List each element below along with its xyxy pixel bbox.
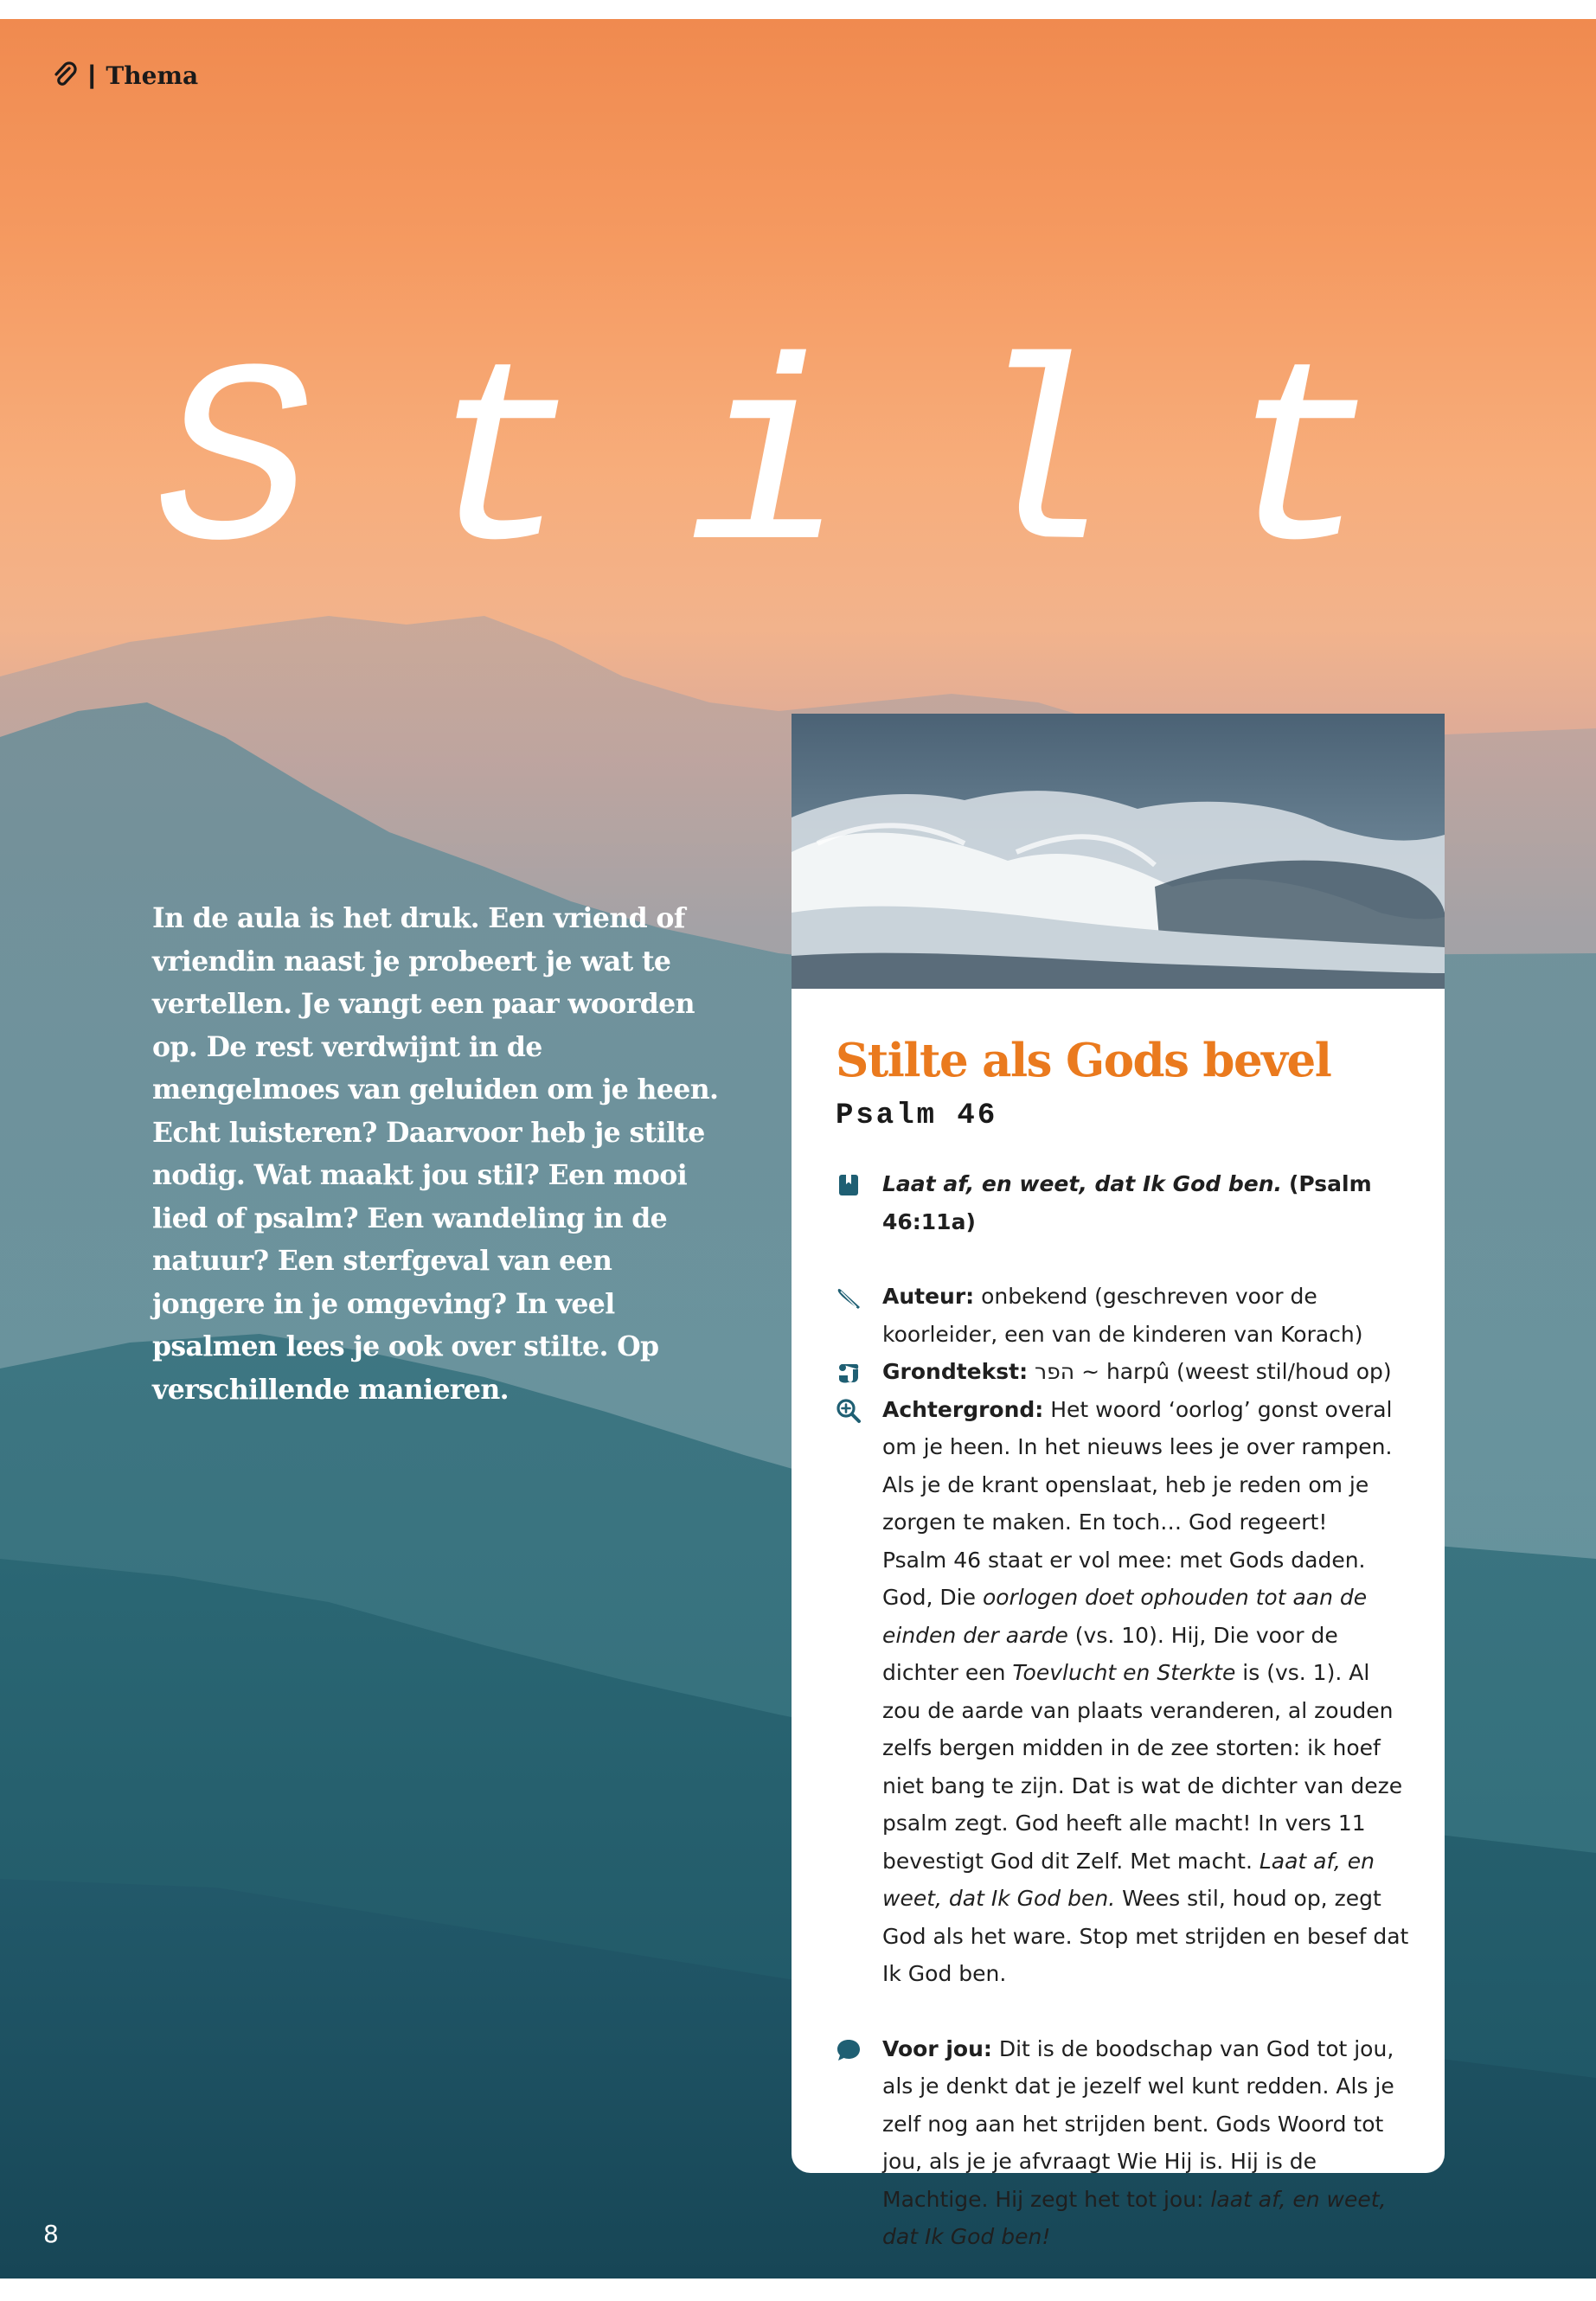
section-tag — [52, 61, 198, 90]
source-text-translit: ~ harpû (weest stil/houd op) — [1081, 1359, 1392, 1384]
background-para-2a: Psalm 46 staat er vol mee: met Gods daden. God, Die — [882, 1547, 1366, 1610]
paperclip-icon — [52, 61, 78, 90]
scroll-icon — [836, 1360, 862, 1386]
background-italic-2: Toevlucht en Sterkte — [1012, 1660, 1236, 1685]
background-para-2d: Wees stil, houd op, zegt God als het ware. Stop met strijden en besef dat Ik God ben. — [882, 1886, 1409, 1986]
wave-photo — [792, 714, 1445, 989]
psalm-card — [792, 714, 1445, 2249]
verse-reference: (Psalm 46:11a) — [882, 1171, 1372, 1234]
background-label: Achtergrond: — [882, 1396, 1044, 1422]
background-para-1: Het woord ‘oorlog’ gonst overal om je heen. In het nieuws lees je over rampen. Als je de krant openslaat, heb je reden om je zorgen te maken. En toch… God regeert! — [882, 1396, 1393, 1535]
card-body — [836, 1165, 1411, 2256]
intro-text: In de aula is het druk. Een vriend of vriendin naast je probeert je wat te vertellen. Je vangt een paar woorden op. De rest verdwijnt in de mengelmoes van geluiden om je heen. Echt luisteren? Daarvoor heb je stilte nodig. Wat maakt jou stil? Een mooi lied of psalm? Een wandeling in de natuur? Een sterfgeval van een jongere in je omgeving? In veel psalmen lees je ook over stilte. Op verschillende manieren. — [152, 902, 719, 1406]
source-text-label: Grondtekst: — [882, 1359, 1029, 1384]
background-entry — [836, 1391, 1411, 1993]
background-italic-1: oorlogen doet ophouden tot aan de einden der aarde — [882, 1585, 1368, 1648]
hebrew-word: הפר — [1035, 1359, 1075, 1384]
page-background — [0, 19, 1596, 2279]
for-you-label: Voor jou: — [882, 2035, 992, 2061]
verse-entry — [836, 1165, 1411, 1240]
speech-bubble-icon — [836, 2037, 862, 2063]
card-subtitle: Psalm 46 — [836, 1099, 998, 1132]
tag-separator: | — [88, 61, 96, 89]
magnifier-icon — [836, 1398, 862, 1424]
for-you-quote: laat af, en weet, dat Ik God ben! — [882, 2186, 1387, 2249]
page-number: 8 — [43, 2220, 59, 2248]
book-icon — [836, 1172, 862, 1198]
background-para-2c: is (vs. 1). Al zou de aarde van plaats veranderen, al zouden zelfs bergen midden in de zee storten: ik hoef niet bang te zijn. Dat is wat de dichter van deze psalm zegt. God heeft alle macht! In vers 11 bevestigt God dit Zelf. Met macht. — [882, 1660, 1403, 1874]
section-label: Thema — [106, 61, 199, 90]
author-entry — [836, 1278, 1411, 1353]
background-para-2b: (vs. 10). Hij, Die voor de dichter een — [882, 1622, 1338, 1685]
author-label: Auteur: — [882, 1284, 975, 1309]
for-you-entry — [836, 2030, 1411, 2256]
verse-quote: Laat af, en weet, dat Ik God ben. — [882, 1171, 1283, 1196]
source-text-entry — [836, 1353, 1411, 1391]
hero-title: Stilt — [156, 322, 1489, 616]
author-text: onbekend (geschreven voor de koorleider, een van de kinderen van Korach) — [882, 1284, 1363, 1347]
quill-icon — [836, 1285, 862, 1311]
for-you-text: Dit is de boodschap van God tot jou, als je denkt dat je jezelf wel kunt redden. Als je zelf nog aan het strijden bent. Gods Woord tot jou, als je je afvraagt Wie Hij is. Hij is de Machtige. Hij zegt het tot jou: — [882, 2035, 1394, 2212]
background-italic-3: Laat af, en weet, dat Ik God ben. — [882, 1848, 1375, 1911]
card-title: Stilte als Gods bevel — [836, 1034, 1331, 1087]
